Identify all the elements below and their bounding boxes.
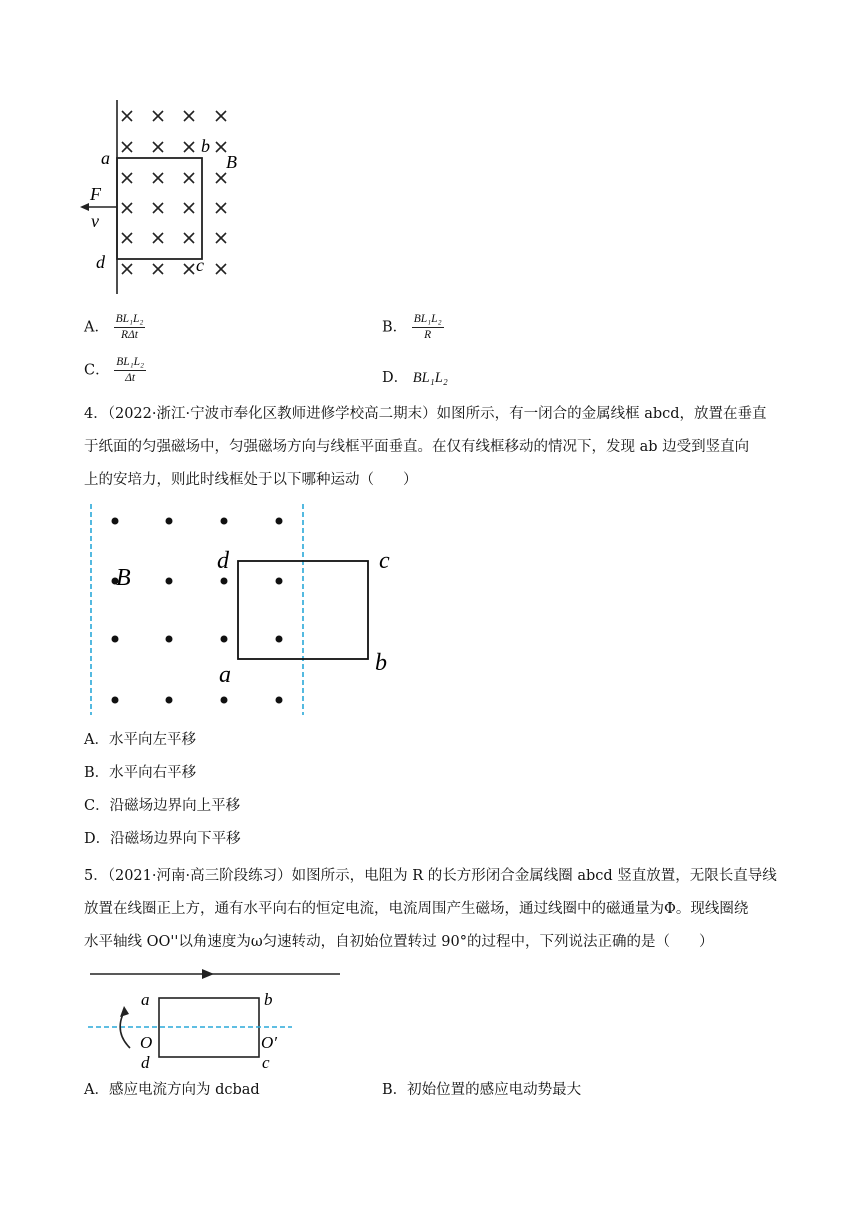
q4-line-1: 4．（2022·浙江·宁波市奉化区教师进修学校高二期末）如图所示，有一闭合的金属线框 abcd，放置在垂直	[84, 406, 767, 422]
label-c: c	[196, 255, 204, 275]
label-d: d	[96, 252, 105, 272]
label-d: d	[217, 548, 229, 574]
fraction: $\frac{\text{BL₁L₂}}{\Delta t}$	[116, 356, 145, 384]
q4-stem	[84, 398, 784, 497]
label-v: v	[91, 211, 99, 231]
q3-option-a: A． $\frac{\text{BL₁L₂}}{\text{RΔt}}$	[84, 313, 144, 341]
label-a: a	[219, 662, 231, 688]
rotation-arrow	[120, 1012, 130, 1048]
q4-option-c: C．沿磁场边界向上平移	[84, 798, 241, 814]
current-direction-arrow	[202, 969, 214, 979]
label-b: b	[375, 650, 387, 676]
q5-line-2: 放置在线圈正上方，通有水平向右的恒定电流，电流周围产生磁场，通过线圈中的磁通量为Φ。现线圈绕	[84, 901, 749, 917]
q3-option-d: D． BL₁L₂	[382, 370, 448, 386]
fraction: $\frac{\text{BL₁L₂}}{\text{RΔt}}$	[115, 313, 144, 341]
q5-line-1: 5．（2021·河南·高三阶段练习）如图所示，电阻为 R 的长方形闭合金属线圈 abcd 竖直放置，无限长直导线	[84, 868, 777, 884]
label-B: B	[116, 565, 131, 591]
q4-line-3: 上的安培力，则此时线框处于以下哪种运动（ ）	[84, 472, 418, 488]
q4-option-b: B．水平向右平移	[84, 765, 197, 781]
q4-figure	[82, 502, 412, 717]
q5-option-b: B．初始位置的感应电动势最大	[382, 1082, 582, 1098]
label-B: B	[226, 152, 237, 172]
q4-option-a: A．水平向左平移	[84, 732, 196, 748]
label-O-prime: O′	[261, 1033, 277, 1052]
label-b: b	[201, 136, 210, 156]
q3-figure	[76, 96, 256, 301]
label-b: b	[264, 990, 273, 1009]
label-O: O	[140, 1033, 153, 1052]
q5-option-a: A．感应电流方向为 dcbad	[84, 1082, 260, 1098]
q5-stem	[84, 860, 784, 959]
label-c: c	[379, 548, 390, 574]
label-a: a	[101, 148, 110, 168]
q3-option-b: B． $\frac{\text{BL₁L₂}}{R}$	[382, 313, 442, 341]
q4-option-d: D．沿磁场边界向下平移	[84, 831, 241, 847]
label-c: c	[262, 1053, 270, 1072]
label-F: F	[90, 184, 101, 204]
q3-option-c: C． $\frac{\text{BL₁L₂}}{\Delta t}$	[84, 356, 145, 384]
fraction: $\frac{\text{BL₁L₂}}{R}$	[413, 313, 442, 341]
label-a: a	[141, 990, 150, 1009]
q5-figure	[86, 962, 346, 1072]
q4-line-2: 于纸面的匀强磁场中，匀强磁场方向与线框平面垂直。在仅有线框移动的情况下，发现 ab 边受到竖直向	[84, 439, 750, 455]
label-d: d	[141, 1053, 150, 1072]
q4-options	[84, 724, 241, 856]
field-dots	[112, 518, 283, 704]
q5-line-3: 水平轴线 OO''以角速度为ω匀速转动，自初始位置转过 90°的过程中，下列说法正确的是（ ）	[84, 934, 714, 950]
field-crosses	[122, 111, 226, 274]
